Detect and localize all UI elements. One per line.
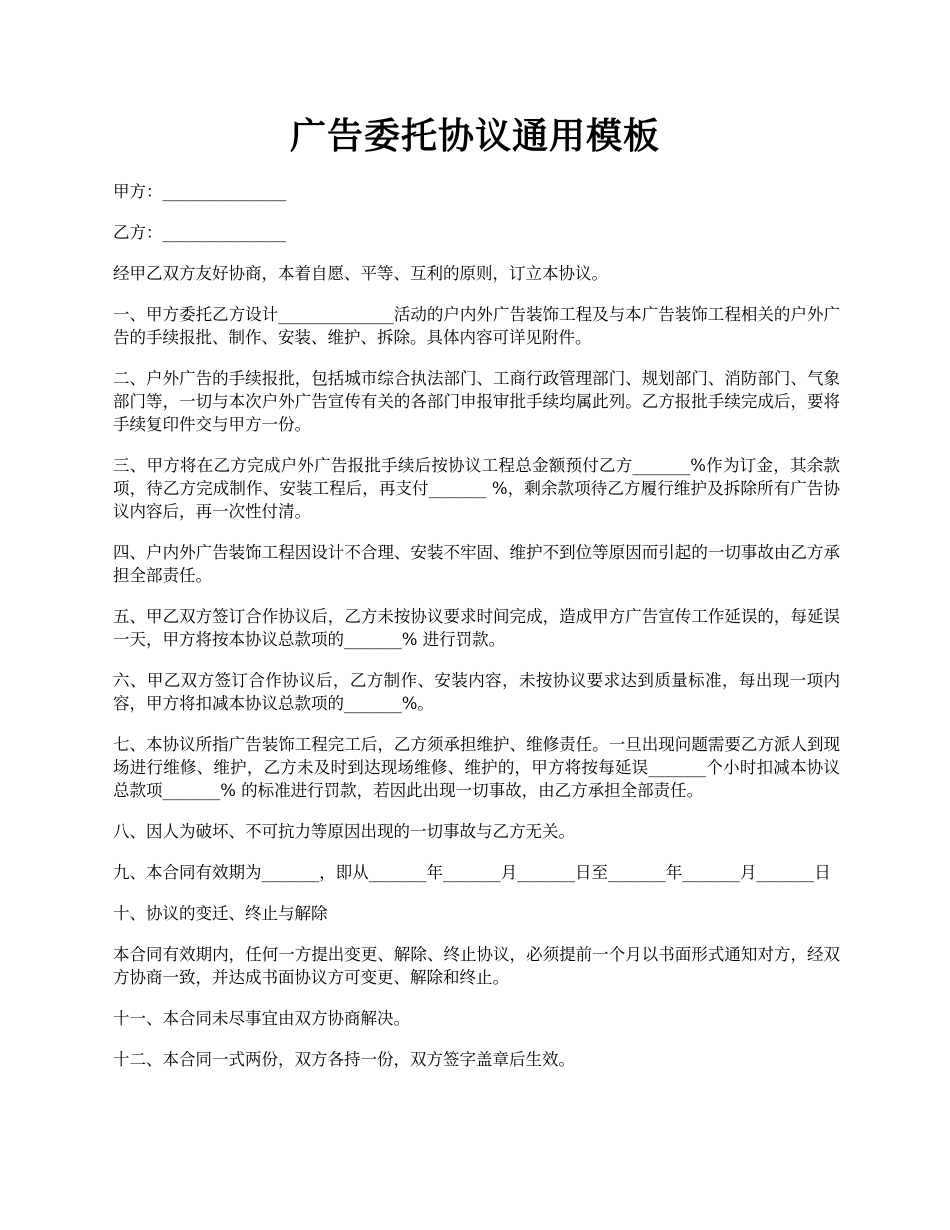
clause-8: 八、因人为破坏、不可抗力等原因出现的一切事故与乙方无关。 bbox=[113, 822, 575, 841]
document-body bbox=[113, 180, 840, 1089]
clause-10-heading: 十、协议的变迁、终止与解除 bbox=[113, 904, 328, 923]
clause-3: 三、甲方将在乙方完成户外广告报批手续后按协议工程总金额预付乙方_______%作为订金，其余款项，待乙方完成制作、安装工程后，再支付_______ %，剩余款项待乙方履行维护及拆除所有广告协议内容后，再一次性付清。 bbox=[113, 456, 840, 521]
document-title: 广告委托协议通用模板 bbox=[289, 115, 660, 157]
clause-9: 九、本合同有效期为_______，即从_______年_______月_______日至_______年_______月_______日 bbox=[113, 863, 831, 882]
party-a-line: 甲方：_______________ bbox=[113, 182, 287, 201]
clause-1: 一、甲方委托乙方设计______________活动的户内外广告装饰工程及与本广告装饰工程相关的户外广告的手续报批、制作、安装、维护、拆除。具体内容可详见附件。 bbox=[113, 305, 840, 347]
clause-7: 七、本协议所指广告装饰工程完工后，乙方须承担维护、维修责任。一旦出现问题需要乙方派人到现场进行维修、维护，乙方未及时到达现场维修、维护的，甲方将按每延误_______个小时扣减本协议总款项_______% 的标准进行罚款，若因此出现一切事故，由乙方承担全部责任。 bbox=[113, 735, 840, 800]
clause-12: 十二、本合同一式两份，双方各持一份，双方签字盖章后生效。 bbox=[113, 1050, 575, 1069]
clause-6: 六、甲乙双方签订合作协议后，乙方制作、安装内容，未按协议要求达到质量标准，每出现一项内容，甲方将扣减本协议总款项的_______%。 bbox=[113, 671, 840, 713]
clause-2: 二、户外广告的手续报批，包括城市综合执法部门、工商行政管理部门、规划部门、消防部门、气象部门等，一切与本次户外广告宣传有关的各部门申报审批手续均属此列。乙方报批手续完成后，要将手续复印件交与甲方一份。 bbox=[113, 369, 840, 434]
clause-11: 十一、本合同未尽事宜由双方协商解决。 bbox=[113, 1009, 410, 1028]
clause-4: 四、户内外广告装饰工程因设计不合理、安装不牢固、维护不到位等原因而引起的一切事故由乙方承担全部责任。 bbox=[113, 543, 840, 585]
clause-10-body: 本合同有效期内，任何一方提出变更、解除、终止协议，必须提前一个月以书面形式通知对方，经双方协商一致，并达成书面协议方可变更、解除和终止。 bbox=[113, 945, 840, 987]
clause-5: 五、甲乙双方签订合作协议后，乙方未按协议要求时间完成，造成甲方广告宣传工作延误的，每延误一天，甲方将按本协议总款项的_______% 进行罚款。 bbox=[113, 607, 840, 649]
preamble-paragraph: 经甲乙双方友好协商，本着自愿、平等、互利的原则，订立本协议。 bbox=[113, 264, 608, 283]
party-b-line: 乙方：_______________ bbox=[113, 223, 287, 242]
